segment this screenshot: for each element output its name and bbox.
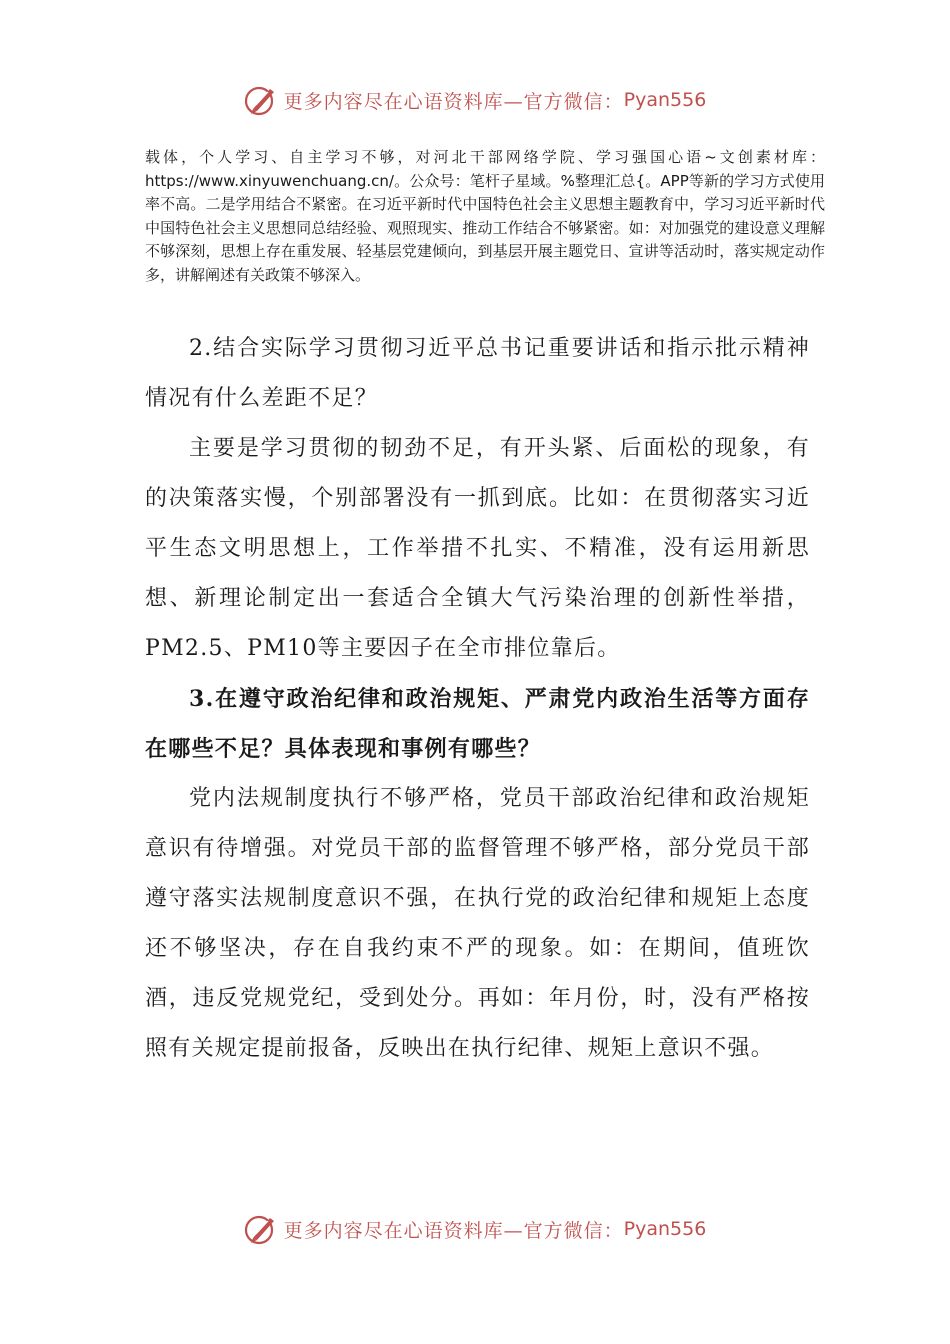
header-banner: [0, 78, 950, 122]
pen-logo-icon: [244, 1212, 278, 1246]
intro-paragraph: 载体，个人学习、自主学习不够，对河北干部网络学院、学习强国心语~文创素材库：https://www.xinyuwenchuang.cn/。公众号：笔杆子星域。%整理汇总{。APP等新的学习方式使用率不高。二是学用结合不紧密。在习近平新时代中国特色社会主义思想主题教育中，学习习近平新时代中国特色社会主义思想同总结经验、观照现实、推动工作结合不够紧密。如：对加强党的建设意义理解不够深刻，思想上存在重发展、轻基层党建倾向，到基层开展主题党日、宣讲等活动时，落实规定动作多，讲解阐述有关政策不够深入。: [145, 148, 825, 284]
answer-2: 主要是学习贯彻的韧劲不足，有开头紧、后面松的现象，有的决策落实慢，个别部署没有一抓到底。比如：在贯彻落实习近平生态文明思想上，工作举措不扎实、不精准，没有运用新思想、新理论制定出一套适合全镇大气污染治理的创新性举措，PM2.5、PM10等主要因子在全市排位靠后。: [145, 436, 810, 661]
main-content: [145, 324, 810, 1074]
answer-3: 党内法规制度执行不够严格，党员干部政治纪律和政治规矩意识有待增强。对党员干部的监督管理不够严格，部分党员干部遵守落实法规制度意识不强，在执行党的政治纪律和规矩上态度还不够坚决，存在自我约束不严的现象。如：在期间，值班饮酒，违反党规党纪，受到处分。再如：年月份，时，没有严格按照有关规定提前报备，反映出在执行纪律、规矩上意识不强。: [145, 786, 810, 1061]
wechat-id: Pyan556: [623, 1218, 707, 1240]
pen-logo-icon: [244, 83, 278, 117]
banner-text: 更多内容尽在心语资料库—官方微信：: [283, 1219, 624, 1242]
question-2: 2.结合实际学习贯彻习近平总书记重要讲话和指示批示精神情况有什么差距不足？: [145, 336, 810, 411]
question-3: 3.在遵守政治纪律和政治规矩、严肃党内政治生活等方面存在哪些不足？具体表现和事例有哪些？: [145, 686, 810, 762]
banner-text: 更多内容尽在心语资料库—官方微信：: [283, 90, 624, 113]
footer-banner: [0, 1207, 950, 1251]
wechat-id: Pyan556: [623, 89, 707, 111]
